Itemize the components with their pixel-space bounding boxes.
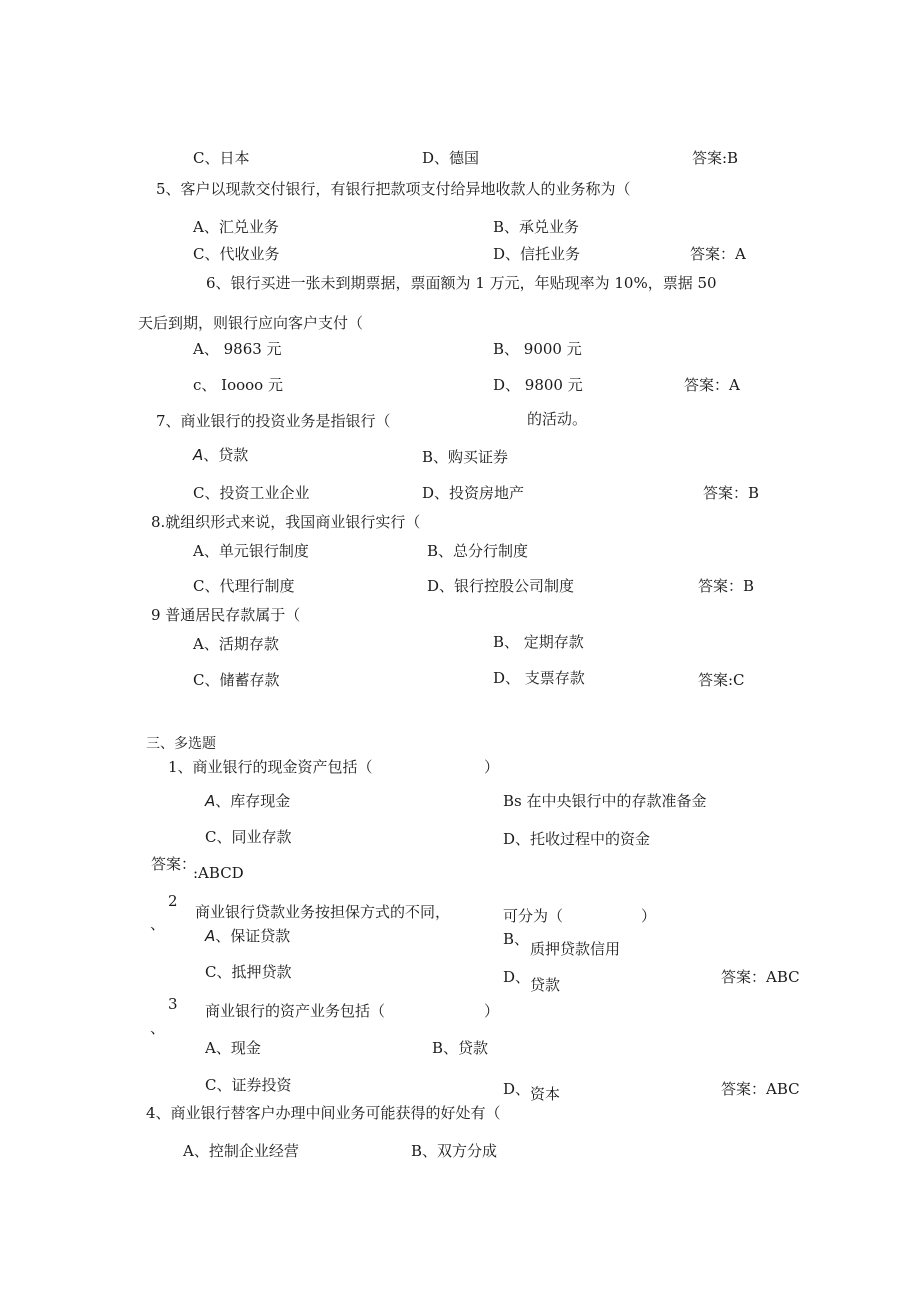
- answer-text: 答案：ABC: [721, 968, 800, 986]
- option-b: B、双方分成: [411, 1142, 498, 1160]
- answer-text: 答案:B: [692, 149, 739, 167]
- option-b-text: 质押贷款信用: [530, 940, 621, 958]
- option-c: C、日本: [193, 149, 250, 167]
- multi-question-3-stem: 商业银行的资产业务包括（: [205, 1002, 386, 1020]
- question-number-mark: 、: [150, 1019, 166, 1037]
- option-a: A、现金: [205, 1039, 261, 1057]
- option-a: A、控制企业经营: [183, 1142, 299, 1160]
- option-b: B、贷款: [432, 1039, 489, 1057]
- option-b: B、总分行制度: [427, 542, 529, 560]
- option-b: B、 定期存款: [493, 633, 584, 651]
- stem-close-paren: ）: [484, 1002, 500, 1020]
- option-b: B、 9000 元: [493, 340, 582, 358]
- stem-close-paren: ）: [641, 907, 657, 925]
- option-a: A、 9863 元: [193, 340, 282, 358]
- option-d: D、银行控股公司制度: [427, 577, 575, 595]
- option-c: c、 Ioooo 元: [193, 376, 283, 394]
- question-number-mark: 、: [150, 915, 166, 933]
- question-6-stem-line2: 天后到期，则银行应向客户支付（: [138, 314, 364, 332]
- answer-text: 答案:C: [698, 671, 745, 689]
- answer-text: 答案：B: [703, 484, 760, 502]
- option-c: C、储蓄存款: [193, 671, 280, 689]
- question-number: 3: [168, 995, 178, 1013]
- multi-question-2-stem-tail: 可分为（: [503, 907, 564, 925]
- question-number: 2: [168, 892, 178, 910]
- option-text: 、贷款: [203, 446, 249, 464]
- answer-text: 答案：A: [684, 376, 740, 394]
- option-d: D、托收过程中的资金: [503, 830, 651, 848]
- option-d-text: 资本: [530, 1085, 561, 1103]
- option-c: C、抵押贷款: [205, 963, 292, 981]
- option-a: A、单元银行制度: [193, 542, 309, 560]
- option-d-text: 贷款: [530, 976, 561, 994]
- question-6-stem-line1: 6、银行买进一张未到期票据，票面额为 1 万元，年贴现率为 10%，票据 50: [206, 274, 717, 292]
- option-a: A、活期存款: [193, 635, 279, 653]
- option-c: C、同业存款: [205, 828, 292, 846]
- option-d: D、信托业务: [493, 245, 581, 263]
- option-c: C、代理行制度: [193, 577, 295, 595]
- option-d: D、德国: [422, 149, 480, 167]
- option-letter: A: [193, 446, 204, 464]
- question-7-stem-tail: 的活动。: [527, 410, 588, 428]
- question-7-stem: 7、商业银行的投资业务是指银行（: [156, 412, 391, 430]
- option-d-label: D、: [503, 968, 531, 986]
- option-b: Bs 在中央银行中的存款准备金: [503, 792, 707, 810]
- option-b: B、购买证券: [422, 448, 509, 466]
- option-c: C、投资工业企业: [193, 484, 310, 502]
- question-8-stem: 8.就组织形式来说，我国商业银行实行（: [151, 513, 421, 531]
- multi-question-2-stem: 商业银行贷款业务按担保方式的不同，: [195, 903, 451, 921]
- question-5-stem: 5、客户以现款交付银行，有银行把款项支付给异地收款人的业务称为（: [156, 180, 631, 198]
- option-a: A、汇兑业务: [193, 218, 279, 236]
- option-a: [205, 792, 290, 810]
- option-letter: A: [205, 792, 216, 810]
- option-b-label: B、: [503, 930, 530, 948]
- answer-text: 答案：B: [698, 577, 755, 595]
- option-c: C、证券投资: [205, 1076, 292, 1094]
- stem-close-paren: ）: [484, 758, 500, 776]
- option-d-label: D、: [503, 1080, 531, 1098]
- option-text: 、保证贷款: [215, 927, 291, 945]
- answer-value: :ABCD: [193, 864, 244, 882]
- answer-text: 答案：ABC: [721, 1080, 800, 1098]
- option-b: B、承兑业务: [493, 218, 580, 236]
- option-a: [205, 927, 290, 945]
- option-d: D、投资房地产: [422, 484, 525, 502]
- multi-question-1-stem: 1、商业银行的现金资产包括（: [168, 758, 373, 776]
- option-a: [193, 446, 248, 464]
- option-d: D、 9800 元: [493, 376, 583, 394]
- section-heading: 三、多选题: [146, 736, 216, 752]
- option-letter: A: [205, 927, 216, 945]
- option-c: C、代收业务: [193, 245, 280, 263]
- option-text: 、库存现金: [215, 792, 291, 810]
- question-9-stem: 9 普通居民存款属于（: [151, 606, 301, 624]
- multi-question-4-stem: 4、商业银行替客户办理中间业务可能获得的好处有（: [146, 1104, 501, 1122]
- option-d: D、 支票存款: [493, 669, 585, 687]
- answer-label: 答案：: [151, 855, 197, 873]
- answer-text: 答案：A: [690, 245, 746, 263]
